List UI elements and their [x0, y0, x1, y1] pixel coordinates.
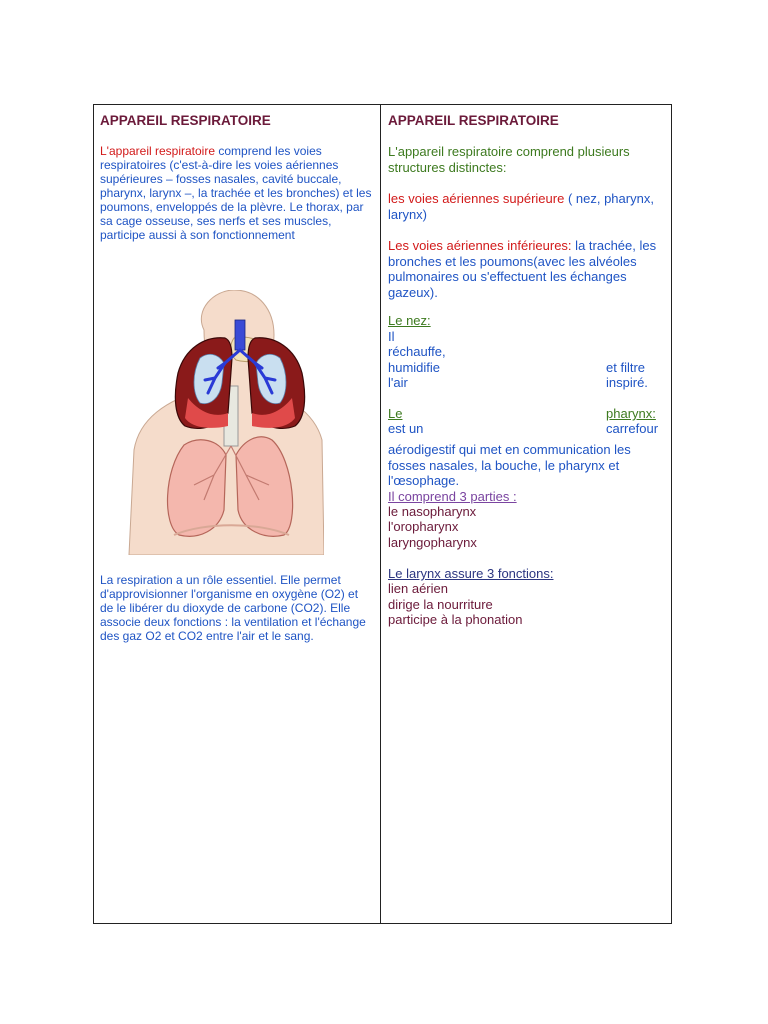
larynx-function-2: dirige la nourriture [388, 597, 493, 612]
lungs-illustration [170, 318, 310, 433]
nose-right-2: inspiré. [606, 375, 648, 390]
left-column [100, 113, 372, 242]
larynx-heading: Le larynx assure 3 fonctions: [388, 566, 554, 581]
left-paragraph-2: La respiration a un rôle essentiel. Elle permet d'approvisionner l'organisme en oxygène (O2) et de le libérer du dioxyde de carbone (CO2). Elle associe deux fonctions : la ventilation et l'échange des gaz O2 et CO2 entre l'air et le sang. [100, 573, 366, 643]
pharynx-word: pharynx: [606, 406, 656, 421]
nose-line-3: humidifie [388, 360, 441, 375]
left-intro-highlight: L'appareil respiratoire [100, 144, 216, 158]
lower-airways-text: la trachée, les bronches et les poumons(avec les alvéoles pulmonaires ou s'effectuent les échanges gazeux). [388, 238, 657, 300]
left-intro [100, 144, 372, 242]
upper-airways-items: ( nez, pharynx, larynx) [388, 191, 654, 222]
nose-line-4: l'air [388, 375, 408, 390]
right-title: APPAREIL RESPIRATOIRE [388, 113, 559, 128]
left-intro-rest: comprend les voies respiratoires (c'est-à-dire les voies aériennes supérieures – fosses nasales, cavité buccale, pharynx, larynx –, la trachée et les bronches) et les poumons, enveloppés de la plèvre. Le thorax, par sa cage osseuse, ses nerfs et ses muscles, participe aussi à son fonctionnement [100, 144, 372, 242]
part-nasopharynx: le nasopharynx [388, 504, 477, 519]
right-column [388, 113, 666, 300]
part-oropharynx: l'oropharynx [388, 519, 459, 534]
nose-line-1: Il [388, 329, 395, 344]
nose-line-2: réchauffe, [388, 344, 446, 359]
upper-airways [388, 191, 666, 222]
right-intro: L'appareil respiratoire comprend plusieurs structures distinctes: [388, 144, 630, 175]
larynx-function-1: lien aérien [388, 581, 448, 596]
lower-airways [388, 238, 666, 300]
nose-heading: Le nez: [388, 313, 431, 328]
pharynx-description: aérodigestif qui met en communication les fosses nasales, la bouche, le pharynx et l'œsophage. [388, 442, 631, 488]
part-laryngopharynx: laryngopharynx [388, 535, 477, 550]
pharynx-est-un: est un [388, 421, 424, 436]
document-table [93, 104, 672, 924]
left-title: APPAREIL RESPIRATOIRE [100, 113, 271, 128]
pharynx-carrefour: carrefour [606, 421, 659, 436]
larynx-function-3: participe à la phonation [388, 612, 523, 627]
nose-right-1: et filtre [606, 360, 646, 375]
lower-airways-label: Les voies aériennes inférieures: [388, 238, 572, 253]
upper-airways-label: les voies aériennes supérieure [388, 191, 565, 206]
parts-heading: Il comprend 3 parties : [388, 489, 517, 504]
pharynx-le: Le [388, 406, 403, 421]
column-divider [380, 105, 381, 923]
